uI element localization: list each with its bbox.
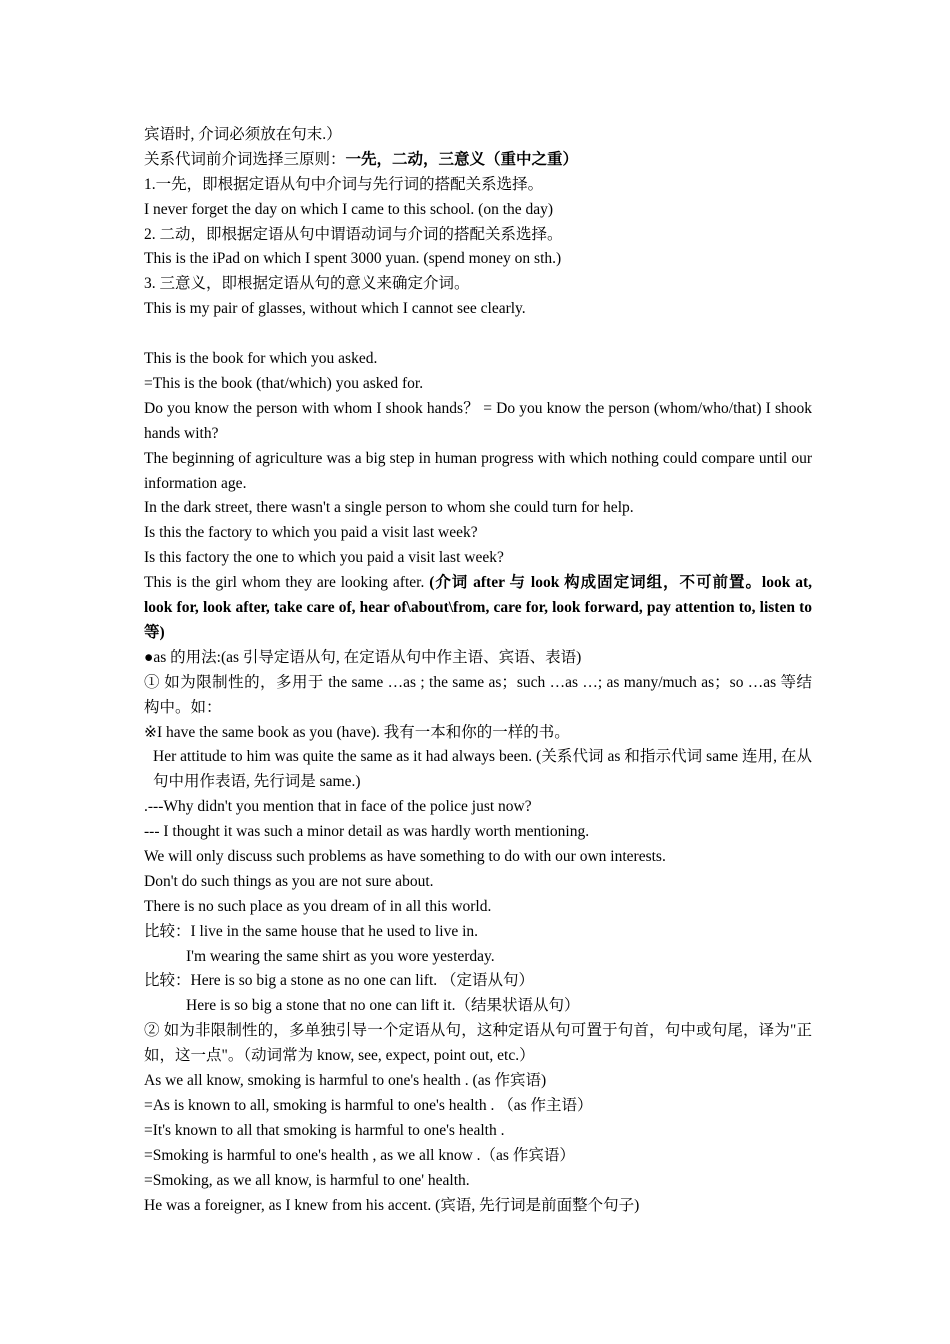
text-line: 3. 三意义，即根据定语从句的意义来确定介词。 — [144, 275, 470, 293]
principles-heading — [144, 148, 812, 173]
example-sentence: Is this factory the one to which you paid a visit last week? — [144, 549, 504, 567]
blank-line — [144, 322, 812, 347]
text-span: This is the girl whom they are looking after. — [144, 574, 430, 592]
example-sentence: =Smoking is harmful to one's health , as we all know .（as 作宾语） — [144, 1146, 575, 1164]
dialogue-line: .---Why didn't you mention that in face of the police just now? — [144, 798, 532, 816]
example-sentence: We will only discuss such problems as have something to do with our own interests. — [144, 848, 666, 865]
example-paragraph — [144, 571, 812, 646]
example-paragraph: The beginning of agriculture was a big step in human progress with which nothing could compare until our information age. — [144, 449, 812, 492]
example-sentence: This is the iPad on which I spent 3000 yuan. (spend money on sth.) — [144, 250, 562, 268]
example-paragraph: Do you know the person with whom I shook hands？ = Do you know the person (whom/who/that) I shook hands with? — [144, 399, 812, 442]
example-sentence: Is this the factory to which you paid a visit last week? — [144, 524, 478, 542]
example-sentence: As we all know, smoking is harmful to one's health . (as 作宾语) — [144, 1072, 547, 1090]
comparison-line: 比较：I live in the same house that he used to live in. — [144, 922, 479, 940]
example-sentence: In the dark street, there wasn't a single person to whom she could turn for help. — [144, 499, 634, 517]
bold-note: (介词 after 与 look 构成固定词组，不可前置。look at, look for, look after, take care of, hear of\about\from, care for, look forward, pay attention to, listen to 等) — [144, 574, 813, 641]
example-sentence: Don't do such things as you are not sure about. — [144, 872, 434, 890]
example-sentence: =As is known to all, smoking is harmful to one's health . （as 作主语） — [144, 1096, 593, 1114]
text-line: 宾语时, 介词必须放在句末.） — [144, 126, 342, 143]
example-sentence: There is no such place as you dream of in all this world. — [144, 897, 492, 915]
example-sentence: =Smoking, as we all know, is harmful to one' health. — [144, 1171, 470, 1189]
example-sentence: He was a foreigner, as I knew from his accent. (宾语, 先行词是前面整个句子) — [144, 1196, 640, 1214]
example-sentence: This is my pair of glasses, without which I cannot see clearly. — [144, 300, 526, 318]
bold-text: 一先，二动，三意义（重中之重） — [345, 150, 579, 168]
example-sentence: I never forget the day on which I came to this school. (on the day) — [144, 200, 554, 218]
comparison-line: 比较：Here is so big a stone as no one can lift. （定语从句） — [144, 972, 535, 990]
section-heading: ●as 的用法:(as 引导定语从句, 在定语从句中作主语、宾语、表语) — [144, 648, 582, 666]
example-sentence: This is the book for which you asked. — [144, 350, 378, 368]
dialogue-line: --- I thought it was such a minor detail as was hardly worth mentioning. — [144, 823, 590, 841]
example-sentence: =This is the book (that/which) you asked for. — [144, 374, 424, 392]
text-line: 1.一先，即根据定语从句中介词与先行词的搭配关系选择。 — [144, 175, 544, 193]
comparison-line: Here is so big a stone that no one can lift it.（结果状语从句） — [186, 997, 580, 1015]
document-page — [144, 123, 812, 1218]
text-span: 关系代词前介词选择三原则： — [144, 150, 346, 168]
text-paragraph: ② 如为非限制性的，多单独引导一个定语从句，这种定语从句可置于句首，句中或句尾，译为"正如，这一点"。（动词常为 know, see, expect, point out, etc.） — [144, 1022, 812, 1065]
example-sentence: ※I have the same book as you (have). 我有一本和你的一样的书。 — [144, 723, 570, 741]
text-line: 2. 二动，即根据定语从句中谓语动词与介词的搭配关系选择。 — [144, 225, 563, 243]
example-paragraph: Her attitude to him was quite the same as it had always been. (关系代词 as 和指示代词 same 连用, 在从句中用作表语, 先行词是 same.) — [153, 748, 812, 791]
text-paragraph: ① 如为限制性的，多用于 the same …as ; the same as；such …as …; as many/much as；so …as 等结构中。如： — [144, 673, 812, 716]
example-sentence: =It's known to all that smoking is harmful to one's health . — [144, 1121, 505, 1139]
comparison-line: I'm wearing the same shirt as you wore yesterday. — [186, 947, 495, 965]
